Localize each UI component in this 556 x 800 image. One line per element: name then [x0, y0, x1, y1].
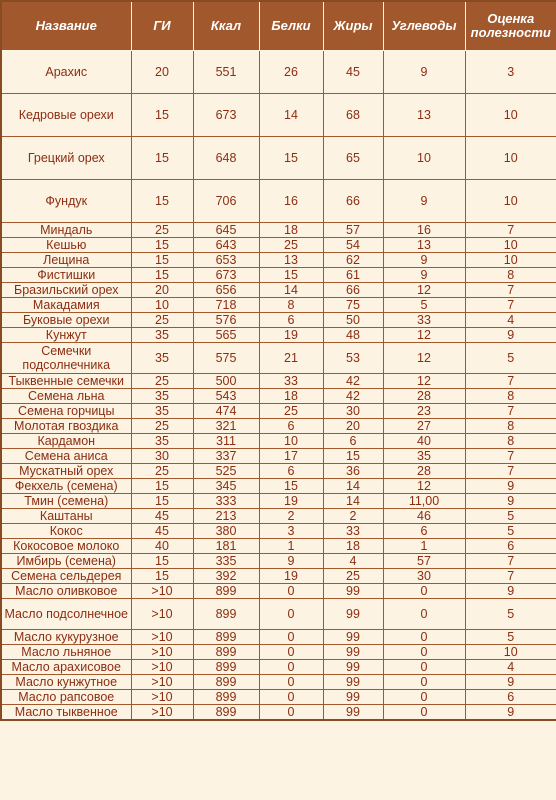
cell-gi: 25: [131, 419, 193, 434]
cell-kcal: 899: [193, 584, 259, 599]
cell-gi: 15: [131, 253, 193, 268]
table-row: [1, 449, 556, 464]
cell-gi: 45: [131, 509, 193, 524]
table-row: [1, 434, 556, 449]
cell-score: 9: [465, 479, 556, 494]
cell-gi: 35: [131, 328, 193, 343]
cell-carbs: 12: [383, 479, 465, 494]
cell-protein: 17: [259, 449, 323, 464]
cell-protein: 14: [259, 94, 323, 137]
cell-gi: 20: [131, 51, 193, 94]
cell-kcal: 345: [193, 479, 259, 494]
cell-kcal: 899: [193, 705, 259, 721]
table-row: [1, 268, 556, 283]
cell-protein: 2: [259, 509, 323, 524]
cell-fat: 99: [323, 630, 383, 645]
table-row: [1, 374, 556, 389]
cell-protein: 19: [259, 569, 323, 584]
cell-name: Масло арахисовое: [1, 660, 131, 675]
cell-kcal: 392: [193, 569, 259, 584]
cell-name: Масло подсолнечное: [1, 599, 131, 630]
cell-score: 9: [465, 328, 556, 343]
cell-name: Арахис: [1, 51, 131, 94]
cell-gi: 15: [131, 554, 193, 569]
cell-carbs: 12: [383, 374, 465, 389]
cell-carbs: 6: [383, 524, 465, 539]
cell-score: 5: [465, 343, 556, 374]
cell-kcal: 311: [193, 434, 259, 449]
cell-name: Макадамия: [1, 298, 131, 313]
cell-carbs: 0: [383, 630, 465, 645]
cell-name: Масло рапсовое: [1, 690, 131, 705]
cell-gi: 15: [131, 494, 193, 509]
cell-kcal: 899: [193, 599, 259, 630]
cell-carbs: 12: [383, 328, 465, 343]
cell-protein: 15: [259, 268, 323, 283]
cell-fat: 66: [323, 180, 383, 223]
table-row: [1, 419, 556, 434]
cell-gi: 25: [131, 313, 193, 328]
cell-carbs: 9: [383, 253, 465, 268]
cell-name: Буковые орехи: [1, 313, 131, 328]
header-gi: ГИ: [131, 1, 193, 51]
cell-name: Масло кукурузное: [1, 630, 131, 645]
cell-carbs: 5: [383, 298, 465, 313]
cell-carbs: 30: [383, 569, 465, 584]
cell-score: 7: [465, 404, 556, 419]
cell-carbs: 1: [383, 539, 465, 554]
cell-fat: 4: [323, 554, 383, 569]
table-row: [1, 298, 556, 313]
table-row: [1, 494, 556, 509]
cell-fat: 42: [323, 389, 383, 404]
cell-protein: 8: [259, 298, 323, 313]
table-row: [1, 630, 556, 645]
cell-carbs: 28: [383, 464, 465, 479]
cell-fat: 75: [323, 298, 383, 313]
cell-fat: 62: [323, 253, 383, 268]
table-row: [1, 253, 556, 268]
table-row: [1, 313, 556, 328]
cell-name: Каштаны: [1, 509, 131, 524]
cell-fat: 50: [323, 313, 383, 328]
cell-protein: 16: [259, 180, 323, 223]
cell-protein: 6: [259, 419, 323, 434]
cell-score: 10: [465, 238, 556, 253]
cell-kcal: 645: [193, 223, 259, 238]
table-row: [1, 599, 556, 630]
cell-gi: >10: [131, 660, 193, 675]
cell-gi: 25: [131, 464, 193, 479]
cell-protein: 0: [259, 584, 323, 599]
cell-gi: >10: [131, 705, 193, 721]
table-row: [1, 524, 556, 539]
cell-score: 7: [465, 554, 556, 569]
cell-carbs: 10: [383, 137, 465, 180]
cell-gi: 25: [131, 223, 193, 238]
cell-fat: 48: [323, 328, 383, 343]
cell-carbs: 33: [383, 313, 465, 328]
cell-protein: 0: [259, 645, 323, 660]
cell-kcal: 213: [193, 509, 259, 524]
cell-score: 8: [465, 434, 556, 449]
cell-score: 10: [465, 137, 556, 180]
cell-carbs: 12: [383, 343, 465, 374]
table-row: [1, 137, 556, 180]
cell-fat: 18: [323, 539, 383, 554]
cell-fat: 65: [323, 137, 383, 180]
cell-name: Миндаль: [1, 223, 131, 238]
cell-gi: 35: [131, 434, 193, 449]
table-row: [1, 705, 556, 721]
cell-score: 9: [465, 494, 556, 509]
cell-score: 8: [465, 389, 556, 404]
cell-protein: 13: [259, 253, 323, 268]
cell-name: Кунжут: [1, 328, 131, 343]
table-row: [1, 645, 556, 660]
table-row: [1, 464, 556, 479]
table-row: [1, 509, 556, 524]
cell-kcal: 706: [193, 180, 259, 223]
cell-score: 8: [465, 419, 556, 434]
table-row: [1, 238, 556, 253]
cell-score: 6: [465, 690, 556, 705]
cell-gi: 15: [131, 479, 193, 494]
cell-score: 7: [465, 298, 556, 313]
cell-kcal: 899: [193, 690, 259, 705]
cell-carbs: 13: [383, 238, 465, 253]
cell-kcal: 551: [193, 51, 259, 94]
cell-protein: 3: [259, 524, 323, 539]
cell-score: 7: [465, 464, 556, 479]
cell-fat: 99: [323, 690, 383, 705]
cell-kcal: 899: [193, 630, 259, 645]
cell-gi: >10: [131, 630, 193, 645]
cell-name: Кедровые орехи: [1, 94, 131, 137]
cell-name: Семена горчицы: [1, 404, 131, 419]
cell-kcal: 500: [193, 374, 259, 389]
cell-gi: 30: [131, 449, 193, 464]
cell-fat: 20: [323, 419, 383, 434]
header-name: Название: [1, 1, 131, 51]
cell-score: 8: [465, 268, 556, 283]
cell-protein: 9: [259, 554, 323, 569]
header-row: [1, 1, 556, 51]
cell-kcal: 575: [193, 343, 259, 374]
cell-score: 9: [465, 705, 556, 721]
cell-carbs: 9: [383, 268, 465, 283]
header-carbs: Углеводы: [383, 1, 465, 51]
table-row: [1, 328, 556, 343]
cell-score: 10: [465, 180, 556, 223]
cell-protein: 0: [259, 675, 323, 690]
cell-fat: 53: [323, 343, 383, 374]
cell-protein: 0: [259, 599, 323, 630]
table-row: [1, 180, 556, 223]
cell-kcal: 474: [193, 404, 259, 419]
table-row: [1, 690, 556, 705]
cell-name: Кешью: [1, 238, 131, 253]
cell-score: 7: [465, 374, 556, 389]
cell-kcal: 899: [193, 675, 259, 690]
cell-name: Масло тыквенное: [1, 705, 131, 721]
cell-kcal: 648: [193, 137, 259, 180]
cell-fat: 25: [323, 569, 383, 584]
cell-carbs: 46: [383, 509, 465, 524]
cell-name: Фундук: [1, 180, 131, 223]
cell-gi: 15: [131, 94, 193, 137]
cell-name: Семена сельдерея: [1, 569, 131, 584]
table-row: [1, 539, 556, 554]
cell-score: 7: [465, 449, 556, 464]
cell-kcal: 899: [193, 645, 259, 660]
header-protein: Белки: [259, 1, 323, 51]
cell-protein: 33: [259, 374, 323, 389]
cell-carbs: 40: [383, 434, 465, 449]
table-row: [1, 389, 556, 404]
header-kcal: Ккал: [193, 1, 259, 51]
cell-carbs: 11,00: [383, 494, 465, 509]
cell-name: Бразильский орех: [1, 283, 131, 298]
table-row: [1, 554, 556, 569]
cell-score: 5: [465, 599, 556, 630]
cell-gi: 15: [131, 238, 193, 253]
cell-fat: 14: [323, 494, 383, 509]
cell-fat: 45: [323, 51, 383, 94]
cell-protein: 18: [259, 223, 323, 238]
cell-name: Лещина: [1, 253, 131, 268]
cell-gi: 20: [131, 283, 193, 298]
cell-fat: 33: [323, 524, 383, 539]
cell-score: 7: [465, 569, 556, 584]
cell-score: 10: [465, 253, 556, 268]
cell-gi: >10: [131, 690, 193, 705]
cell-protein: 15: [259, 137, 323, 180]
cell-name: Кардамон: [1, 434, 131, 449]
cell-score: 6: [465, 539, 556, 554]
cell-gi: >10: [131, 675, 193, 690]
cell-name: Кокосовое молоко: [1, 539, 131, 554]
table-row: [1, 404, 556, 419]
cell-gi: >10: [131, 599, 193, 630]
cell-carbs: 12: [383, 283, 465, 298]
cell-kcal: 565: [193, 328, 259, 343]
cell-kcal: 576: [193, 313, 259, 328]
cell-gi: 35: [131, 389, 193, 404]
cell-score: 5: [465, 630, 556, 645]
cell-fat: 6: [323, 434, 383, 449]
cell-carbs: 0: [383, 705, 465, 721]
cell-kcal: 321: [193, 419, 259, 434]
cell-carbs: 9: [383, 180, 465, 223]
cell-protein: 14: [259, 283, 323, 298]
cell-kcal: 337: [193, 449, 259, 464]
table-row: [1, 660, 556, 675]
cell-carbs: 27: [383, 419, 465, 434]
cell-fat: 42: [323, 374, 383, 389]
cell-name: Семена льна: [1, 389, 131, 404]
cell-name: Масло льняное: [1, 645, 131, 660]
cell-fat: 99: [323, 599, 383, 630]
cell-fat: 15: [323, 449, 383, 464]
cell-fat: 54: [323, 238, 383, 253]
table-row: [1, 343, 556, 374]
cell-gi: 35: [131, 404, 193, 419]
cell-gi: >10: [131, 645, 193, 660]
cell-name: Фистишки: [1, 268, 131, 283]
cell-kcal: 673: [193, 94, 259, 137]
cell-fat: 99: [323, 584, 383, 599]
cell-protein: 18: [259, 389, 323, 404]
cell-name: Мускатный орех: [1, 464, 131, 479]
cell-kcal: 643: [193, 238, 259, 253]
cell-carbs: 35: [383, 449, 465, 464]
cell-protein: 15: [259, 479, 323, 494]
table-row: [1, 479, 556, 494]
cell-gi: 15: [131, 268, 193, 283]
cell-protein: 0: [259, 705, 323, 721]
cell-protein: 0: [259, 660, 323, 675]
cell-fat: 99: [323, 645, 383, 660]
cell-score: 5: [465, 509, 556, 524]
cell-gi: 15: [131, 569, 193, 584]
cell-protein: 21: [259, 343, 323, 374]
cell-name: Масло оливковое: [1, 584, 131, 599]
cell-fat: 57: [323, 223, 383, 238]
cell-kcal: 525: [193, 464, 259, 479]
cell-protein: 6: [259, 464, 323, 479]
cell-protein: 25: [259, 404, 323, 419]
cell-kcal: 181: [193, 539, 259, 554]
table-row: [1, 569, 556, 584]
cell-carbs: 13: [383, 94, 465, 137]
cell-name: Семена аниса: [1, 449, 131, 464]
cell-score: 4: [465, 313, 556, 328]
cell-fat: 14: [323, 479, 383, 494]
cell-kcal: 718: [193, 298, 259, 313]
cell-score: 7: [465, 283, 556, 298]
cell-gi: 15: [131, 180, 193, 223]
cell-name: Фекхель (семена): [1, 479, 131, 494]
cell-name: Молотая гвоздика: [1, 419, 131, 434]
cell-gi: 35: [131, 343, 193, 374]
cell-fat: 30: [323, 404, 383, 419]
cell-protein: 19: [259, 328, 323, 343]
cell-kcal: 653: [193, 253, 259, 268]
table-row: [1, 675, 556, 690]
cell-fat: 68: [323, 94, 383, 137]
cell-score: 7: [465, 223, 556, 238]
table-row: [1, 584, 556, 599]
cell-carbs: 0: [383, 584, 465, 599]
cell-name: Кокос: [1, 524, 131, 539]
cell-protein: 19: [259, 494, 323, 509]
cell-fat: 66: [323, 283, 383, 298]
cell-carbs: 9: [383, 51, 465, 94]
header-fat: Жиры: [323, 1, 383, 51]
table-row: [1, 223, 556, 238]
cell-kcal: 543: [193, 389, 259, 404]
cell-fat: 99: [323, 660, 383, 675]
cell-score: 10: [465, 94, 556, 137]
cell-fat: 2: [323, 509, 383, 524]
cell-protein: 26: [259, 51, 323, 94]
cell-carbs: 23: [383, 404, 465, 419]
cell-protein: 0: [259, 690, 323, 705]
cell-score: 3: [465, 51, 556, 94]
cell-kcal: 380: [193, 524, 259, 539]
cell-kcal: 656: [193, 283, 259, 298]
cell-name: Семечки подсолнечника: [1, 343, 131, 374]
cell-carbs: 57: [383, 554, 465, 569]
cell-gi: 25: [131, 374, 193, 389]
cell-protein: 10: [259, 434, 323, 449]
cell-gi: 45: [131, 524, 193, 539]
cell-kcal: 333: [193, 494, 259, 509]
cell-protein: 6: [259, 313, 323, 328]
cell-carbs: 16: [383, 223, 465, 238]
cell-score: 9: [465, 584, 556, 599]
header-score: Оценка полезности: [465, 1, 556, 51]
cell-gi: 40: [131, 539, 193, 554]
cell-name: Масло кунжутное: [1, 675, 131, 690]
cell-protein: 0: [259, 630, 323, 645]
cell-kcal: 335: [193, 554, 259, 569]
cell-score: 9: [465, 675, 556, 690]
cell-protein: 25: [259, 238, 323, 253]
cell-carbs: 0: [383, 660, 465, 675]
cell-gi: >10: [131, 584, 193, 599]
cell-fat: 61: [323, 268, 383, 283]
cell-carbs: 0: [383, 599, 465, 630]
table-row: [1, 283, 556, 298]
cell-carbs: 0: [383, 690, 465, 705]
cell-protein: 1: [259, 539, 323, 554]
cell-gi: 10: [131, 298, 193, 313]
cell-score: 4: [465, 660, 556, 675]
cell-carbs: 0: [383, 645, 465, 660]
table-row: [1, 94, 556, 137]
cell-score: 10: [465, 645, 556, 660]
cell-gi: 15: [131, 137, 193, 180]
cell-name: Имбирь (семена): [1, 554, 131, 569]
cell-kcal: 673: [193, 268, 259, 283]
cell-carbs: 28: [383, 389, 465, 404]
cell-carbs: 0: [383, 675, 465, 690]
cell-fat: 99: [323, 675, 383, 690]
cell-fat: 36: [323, 464, 383, 479]
cell-kcal: 899: [193, 660, 259, 675]
cell-name: Тыквенные семечки: [1, 374, 131, 389]
table-body: [1, 51, 556, 721]
cell-score: 5: [465, 524, 556, 539]
table-row: [1, 51, 556, 94]
cell-name: Грецкий орех: [1, 137, 131, 180]
cell-fat: 99: [323, 705, 383, 721]
cell-name: Тмин (семена): [1, 494, 131, 509]
